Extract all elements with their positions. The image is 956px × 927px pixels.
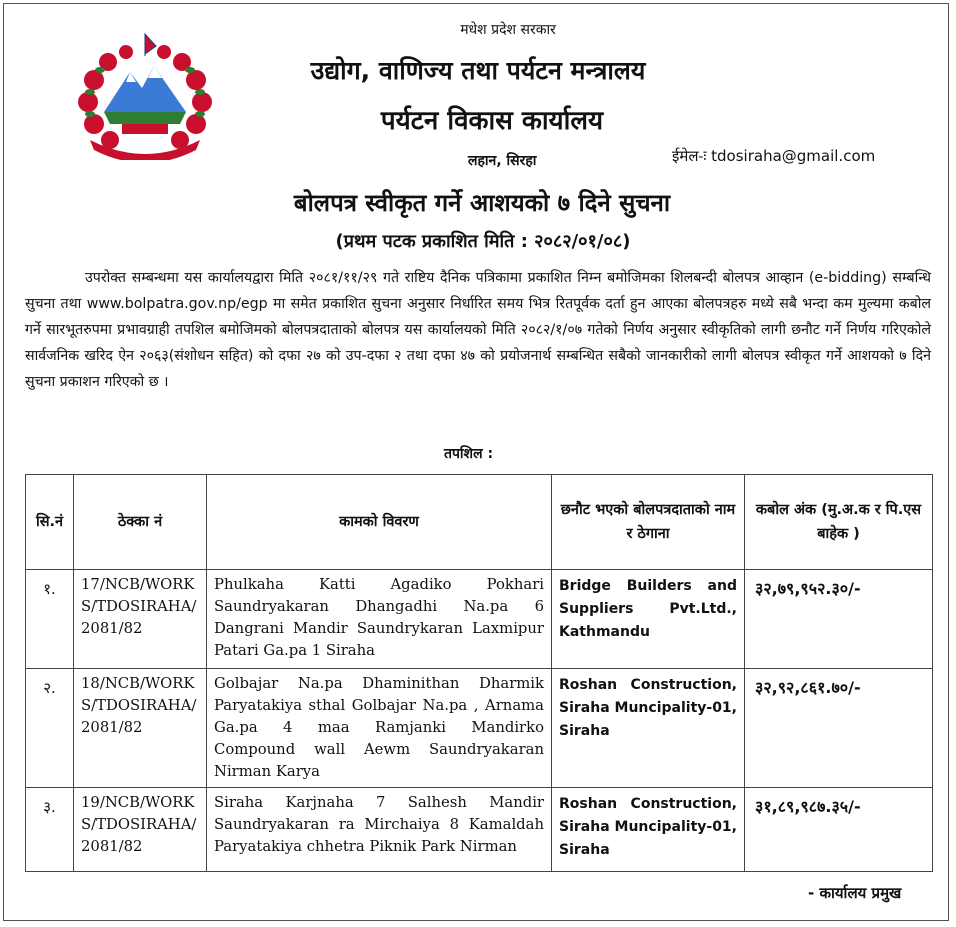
email-label: ईमेल-ः [672, 147, 707, 165]
notice-body-text: उपरोक्त सम्बन्धमा यस कार्यालयद्वारा मिति २०८१/११/२९ गते राष्टिय दैनिक पत्रिकामा प्रकाशित निम्न बमोजिमका शिलबन्दी बोलपत्र आव्हान (e-bidding) सम्बन्धि सुचना तथा www.bolpatra.gov.np/egp मा समेत प्रकाशित सुचना अनुसार निर्धारित समय भित्र रितपूर्वक दर्ता हुन आएका बोलपत्रहरु मध्ये सबै भन्दा कम मुल्यमा कबोल गर्ने सारभूतरुपमा प्रभावग्राही तपशिल बमोजिमको बोलपत्रदाताको बोलपत्र यस कार्यालयको मिति २०८२/१/०७ गतेको निर्णय अनुसार स्वीकृतिको लागी छनौट गर्ने निर्णय गरिएकोले सार्वजनिक खरिद ऐन २०६३(संशोधन सहित) को दफा २७ को उप-दफा २ तथा दफा ४७ को प्रयोजनार्थ सम्बन्धित सबैको जानकारीको लागी बोलपत्र स्वीकृत गर्ने आशयको ७ दिने सुचना प्रकाशन गरिएको छ । [25, 270, 931, 390]
row-bidder: Roshan Construction, Siraha Muncipality-01, Siraha [552, 669, 745, 788]
notice-body [25, 265, 931, 395]
col-header-sn: सि.नं [26, 475, 74, 570]
table-row [26, 669, 933, 788]
row-description: Golbajar Na.pa Dhaminithan Dharmik Paryatakiya sthal Golbajar Na.pa , Arnama Ga.pa 4 maa Ramjanki Mandirko Compound wall Aewm Saundryakaran Nirman Karya [207, 669, 552, 788]
office-location: लहान, सिरहा [468, 153, 537, 169]
row-bidder: Roshan Construction, Siraha Muncipality-01, Siraha [552, 788, 745, 872]
row-amount: ३२,९२,८६१.७०/- [745, 669, 933, 788]
row-bidder: Bridge Builders and Suppliers Pvt.Ltd., Kathmandu [552, 570, 745, 669]
col-header-amount: कबोल अंक (मु.अ.क र पि.एस बाहेक ) [745, 475, 933, 570]
coat-of-arms-emblem [70, 32, 220, 160]
ministry-name: उद्योग, वाणिज्य तथा पर्यटन मन्त्रालय [310, 56, 646, 85]
row-description: Siraha Karjnaha 7 Salhesh Mandir Saundryakaran ra Mirchaiya 8 Kamaldah Paryatakiya chhetra Piknik Park Nirman [207, 788, 552, 872]
row-tender-no: 17/NCB/WORKS/TDOSIRAHA/2081/82 [74, 570, 207, 669]
office-name: पर्यटन विकास कार्यालय [380, 106, 604, 136]
signature-office-chief: - कार्यालय प्रमुख [808, 884, 902, 902]
table-header-row [26, 475, 933, 570]
row-sn: २. [26, 669, 74, 788]
notice-title: बोलपत्र स्वीकृत गर्ने आशयको ७ दिने सुचना [293, 189, 671, 217]
col-header-description: कामको विवरण [207, 475, 552, 570]
col-header-bidder: छनौट भएको बोलपत्रदाताको नाम र ठेगाना [552, 475, 745, 570]
row-sn: ३. [26, 788, 74, 872]
email-address: tdosiraha@gmail.com [711, 147, 876, 165]
publish-date: (प्रथम पटक प्रकाशित मिति : २०८२/०१/०८) [335, 231, 631, 252]
table-row [26, 788, 933, 872]
details-label: तपशिल : [444, 446, 494, 462]
table-row [26, 570, 933, 669]
row-sn: १. [26, 570, 74, 669]
row-amount: ३२,७९,९५२.३०/- [745, 570, 933, 669]
col-header-tender: ठेक्का नं [74, 475, 207, 570]
row-tender-no: 18/NCB/WORKS/TDOSIRAHA/2081/82 [74, 669, 207, 788]
email-line [672, 146, 875, 166]
row-description: Phulkaha Katti Agadiko Pokhari Saundryakaran Dhangadhi Na.pa 6 Dangrani Mandir Saundrykaran Laxmipur Patari Ga.pa 1 Siraha [207, 570, 552, 669]
row-tender-no: 19/NCB/WORKS/TDOSIRAHA/2081/82 [74, 788, 207, 872]
government-name: मधेश प्रदेश सरकार [460, 22, 556, 38]
row-amount: ३१,८९,९८७.३५/- [745, 788, 933, 872]
contract-table [25, 474, 933, 872]
